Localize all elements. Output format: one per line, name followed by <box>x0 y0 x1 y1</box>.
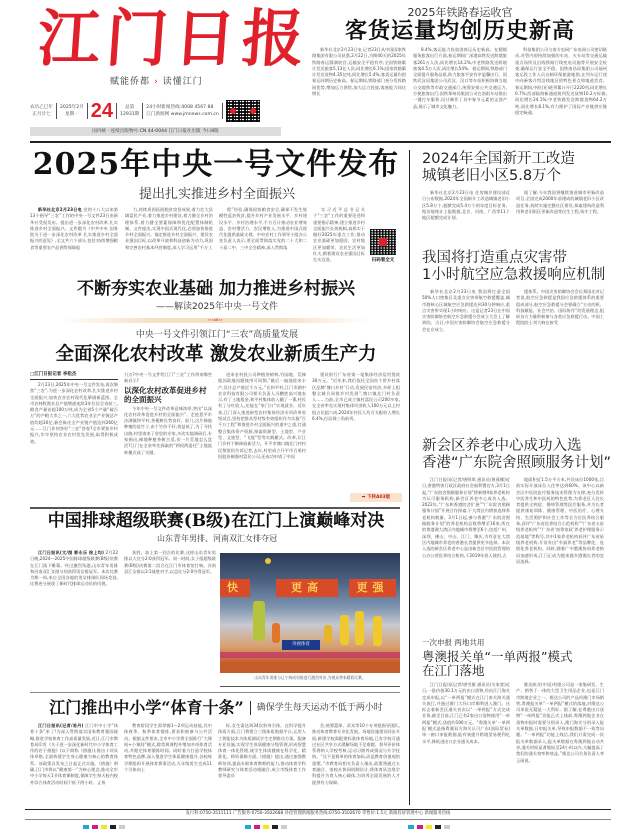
aviation-col-2: 援体系。中国灾害防御协会会长郑国光对记者说,航空应急救援是我国应急救援体系的重要组成部分,航空应急救援分会要确立“主动的枢、科技赋能、社会共治、国际协作”的发展理念,组织各方力量积极参与各类应急救援行动。中国工程院院士刘大响在接受 <box>516 289 604 326</box>
local-col-1-text: 2月23日,2025年中央一号文件发布,再次聚焦“三农”,为进一步深化农村改革,扎实推进乡村全面振兴,加快农业农村现代化擘画新蓝图。全市农林牧渔业总产值增速连续3年位居全省前三,粮食产量首超100万吨,成为全省5个产量“破百万”的产粮大市之一,六大优势农业全产业链总产值均超30亿,新会陈皮全产业链产值达到260亿元……江门作何答好“三农”答卷?全市紧扣乡村振兴,牢牢坚持农业农村优先发展,取得积极成效。 <box>30 382 118 444</box>
divider <box>56 103 57 119</box>
lead-byline: 新华社北京2月23日电 <box>38 207 82 212</box>
news-hotline: 24小时新闻热线:4008 4567 88 <box>146 105 214 110</box>
jump-link[interactable] <box>350 493 402 502</box>
issue-number <box>120 104 139 118</box>
elderly-col-2: 地面积近1.5万平方米,共设床位1000张,目前实际开放床位入住率达到60%。该中心以新会区中医院医疗服务技术管理为支撑,充分发挥中医养生和中医药的特色优势,为养老区人住长者提供全病症、慢病管理等医疗服务,并为长者提供康复训练、健康管理、中医治疗、心理支持、生活照护和社会工作等全方位医养结合服务,获评“广东省医养结合示范机构”“广东省五星级养老机构”“广东省‘南粤家政’养老护理服务示范基地”等称号,其中1家养老机构获评广东省星级养老机构,开设有出“幸福养老”等品牌化、连锁化养老机构。同时,随着广中港澳协同养老格局加速形成,江门正成为越来越多港澳长者的宜居选择。 <box>516 477 604 564</box>
footer-rule <box>25 819 611 820</box>
lead-col-2: 力,持续巩固拓展脱贫攻坚成果,着力壮大县域富民产业,着力推进乡村建设,着力健全乡村治理体系,着力健全要素保障和优化配置体制机制。文件提出,实现中国式现代化,必须加快推进乡村全面振兴。锚定推进乡村全面振兴、建设农业强国目标,以改革开放和科技创新为动力,巩固和完善农村基本经营制度,深入学习运用“千万工 <box>125 207 213 250</box>
footer-rule <box>25 809 611 810</box>
pe-subhead: 确保学生每天运动不低于两小时 <box>256 702 383 713</box>
elderly-headline-line-2: 香港“广东院舍照顾服务计划” <box>422 455 612 471</box>
masthead-logo: 江门日报 <box>35 2 313 75</box>
sports-subhead: 山东青年男排、河南双汇女排夺冠 <box>157 534 277 543</box>
player-figure <box>272 623 280 643</box>
volleyball-ball-icon <box>265 558 271 564</box>
local-col-4: 建设银行广东省第一笔集体经济信用贷款30万元。“近年来,我们依托全国首个侨乡村落区品牌‘塘口乡村’行动,发展民宿经济,多样上租整全域合同推乡村发展”,塘口镇北门村负责人……当前,全市已成立镇村富民公司200多家,在全省率先实现村集体经济收入100万元以上村组占比超六成,2024年村民人均可支配收入增长6.4%,位居珠三角前列。 <box>312 372 400 422</box>
aviation-headline[interactable] <box>422 250 608 284</box>
customs-kicker: 一次申报 两地共用 <box>422 638 485 647</box>
player-figure <box>355 611 364 645</box>
gray-swatch <box>444 825 450 829</box>
customs-headline[interactable] <box>422 650 608 678</box>
photo-ad-board: 央视体育 <box>282 640 320 650</box>
divider <box>87 103 88 119</box>
contact-info <box>146 104 219 118</box>
divider <box>222 103 223 119</box>
renovation-headline-line-2: 城镇老旧小区5.8万个 <box>422 168 562 184</box>
yellow-swatch <box>426 825 432 829</box>
player-figure <box>373 616 382 646</box>
slogan-separator-icon: › <box>154 77 159 87</box>
analysis-subhead: ——解读2025年中央一号文件 <box>156 302 278 312</box>
website-link[interactable]: 江门新闻网 www.jmnews.com.cn <box>146 112 219 117</box>
sidebar-divider <box>409 150 410 805</box>
section-rule <box>220 686 400 687</box>
lead-subhead: 提出扎实推进乡村全面振兴 <box>138 187 295 202</box>
sports-col-2: 获胜。加上第一回合的比赛,这样山东青年男排以大比分2:0获得冠军。同一时间,女子组超级联赛(B级)决赛第二回合在江门市体育馆打响。河南双汇女排以3:1战胜对手,以总比分2:0夺得冠军。 <box>124 550 216 574</box>
footer-info: 发行科:0750-3511111 广告服务:0750-3502688 补偿管理新闻服务热线:0750-3502670 零售价:1.5元 新闻投诉管理中心 新闻服务热线 <box>185 811 451 816</box>
player-figure <box>340 615 349 645</box>
lunar-date <box>30 104 53 118</box>
railway-kicker: 2025年铁路春运收官 <box>407 6 513 19</box>
pe-col-2: 教育阶段学生需掌握1—2项运动技能,其中体春季、秋季体育锻炼,要求积极参与公共活动。根据文件要求,全市中小学将全面推行“大课间+小课间”模式,除常规课程外增加多项体育活动,并限定体育锻炼时间。同时着力打造学校体育特色品牌,深入推进学生体质健康提升,各校每学期组织开展体育赛事活动,九年级男生完成11个引体向上 <box>124 723 212 773</box>
aviation-col-1: 新华社北京2月23日电 我国将打造全国50%人口密集区及重点灾害带航空救援覆盖,城市群核心区域航空应急救援达到30分钟响应,重点灾害带实现1小时响应。这是记者23日在中国灾害防御协会航空应急救援分会成立大会上了解到的。当日,中国灾害防御协会航空应急救援分会在京成立, <box>422 289 510 332</box>
photo-banner-2: 更高 <box>276 579 338 597</box>
railway-headline[interactable]: 客货运量均创历史新高 <box>344 18 575 44</box>
customs-col-2: 维达纸业(中国)有限公司是一家集研发、生产、销售于一体的大型卫生用品企业,也是江门市跨境企业之一。维达公司的产品经澳门市场销售,粤澳报关单“一单两报”模式的落地,对维达公司来说无疑是一大利好。据了解,在粤港出口货物“一单两报”功能正式上线前,粤澳两地企业在货物申报时需要分别录入,澳门海关分别录入报关单数据,日审报关单,导致申报数据不一致等问题。“一单两报”功能上线后,我们只需完成一次报关单数据录入,报关单数据在粤澳两地自动共享,通关时间显著缩短至24小时以内,大幅提高了我们的通关效率和效益。”维达公司关务负责人李玉丽说。 <box>516 682 605 763</box>
local-col-2-text: 今年中央一号文件改革意味浓厚,突出“以深化农村改革促进乡村的全面振兴”。走进恩平市沙湖镇和平村,茶梗树长势良好。前几,这片梯地种植的是竹子,由于竹价不好,效益低了,为了寻找出路,村里请来了省里的专家,多次实地调研后,专家指出,梯地种植茶树合适,但一片荒地怎么盘活?江门在全省率先探索的“两权两委托”土地流转模式成了关键。 <box>124 405 212 455</box>
analysis-headline[interactable]: 不断夯实农业基础 加力推进乡村振兴 <box>77 279 355 299</box>
sports-byline: 江门日报讯(文/图 郭永乐 徐上均) <box>38 550 104 555</box>
local-byline: □江门日报记者 李松杰 <box>30 372 118 380</box>
elderly-col-1: 江门日报讯(记者/唐明琪 通讯员/黄燕娜)近日,香港特别行政区政府社会福利署官方,3月1日起,“广东院舍照顾服务计划”将新增4家养老机构为认可服务机构,新会区养老中心成功入选。2022年,“广东和香港院舍扩展”“广东院舍照顾服务计划”开展合作探索,于大湾区内增加选择养老机构数量。3月1日起,参与香港“广东院舍照顾服务计划”的养老机构总数将增至16家,所在的粤港澳大湾区内地城市将增至6个,包括广州、深圳、佛山、中山、江门、肇庆,为有意在大湾区内地城市养老的香港长者提供更多选择。本次入选的新会区养老中心是由新会区中医院管理的公办公营医养结合机构,于2019年投入使用,占 <box>422 477 510 558</box>
local-col-3: 进来农村投公司种植茶树林,竹园地、荒梯地因政地问题使用可同频,“截后一遍地进来丰产,设计总产值近千万元。”在和平村,江门市湖中农业科技有限公司相关负责人冯鹏胜高兴地表示,有了土地租金,和平村集体收入翻了一番,村民有了分红收入,还能在“家门口”实现就业。近年来,江门深入推进新型农村集体经济专项改革省级试点,坚持把推具型村级有效组织作为实施“百千万工程”和推进乡村全面振兴的重中之重,打通整合集体资产资源,探索资源型、土地型、产业型、文旅型、“飞地”型等实践模式。改革,让江门乡村不断释放新活力。开平市塘口镇北门村村民黎凯恒告诉记者,去年,村里成立开平市百果村恒股份制强村富民公司,还成功申请了中国 <box>218 372 306 459</box>
local-col-1 <box>30 372 118 489</box>
cyan-swatch <box>245 825 251 829</box>
yellow-swatch <box>263 825 269 829</box>
volleyball-photo[interactable] <box>220 553 400 673</box>
pe-col-3: 标,女生需达到34次斜身引体。在科学提升体质方面,江门将建立三级体质数据平台,运用人工智能技术为体质测试学生定期推送方案。配备专业设施,实现学生体质健康分级管理,形成智慧体育一体化管理,使学生体质健康在科学化、精准化。师资保障方面,《措施》提出,通过加强教师培训,提高专职体育教师的能力,推动体育学科教师研究与体育活动相融合,成立市级体育工作督导委员 <box>218 723 306 779</box>
player-figure <box>253 601 265 641</box>
jump-label: 下转A03版 <box>367 495 391 500</box>
jump-arrow-icon: ➡ <box>361 495 368 500</box>
elderly-headline[interactable] <box>422 438 612 472</box>
lunar-day: 正月廿七 <box>32 112 51 117</box>
aviation-headline-line-1: 我国将打造重点灾害带 <box>422 250 567 266</box>
renovation-headline[interactable] <box>422 151 608 185</box>
magenta-swatch <box>417 825 423 829</box>
ornament-text: »»»AB«« <box>207 318 223 322</box>
black-swatch <box>435 825 441 829</box>
pe-col-1 <box>30 723 118 805</box>
black-swatch <box>272 825 278 829</box>
customs-col-1: 江门日报讯(记者/唐雪敏 通讯员/关家萱)近日,一批价值30.1万元的出口货物,经由江门海关完成申报,以“一单两报”模式在江门南关海关通关放行,并通过澳门大环口岸顺利进入澳门。这标志着新会区通关首次以“一单两报”方式完成业务,截至目前,江门已有2家出口货物使用“一单两报”模式,货值约190万元。“粤澳关单‘一单两报’模式是指粤澳双方海关认可广东(国际贸易)单一窗口申报数据,能有效提升跨境贸易便利化水平,降低进出口企业通关成本。 <box>422 682 510 744</box>
qr-caption: 扫码看全文 <box>371 258 395 263</box>
photo-banner-3: 更强 <box>349 579 396 597</box>
lunar-year: 农历乙巳年 <box>30 105 53 110</box>
local-kicker: 中央一号文件引领江门“三农”高质量发展 <box>135 330 299 340</box>
renovation-headline-line-1: 2024年全国新开工改造 <box>422 151 575 167</box>
lead-col-3: 程”经验,确保国家粮食安全,确保不发生规模性返贫致贫,提升乡村产业发展水平、乡村建设水平、乡村治理水平,千方百计推动农业增效益、农村增活力、农民增收入,为推进中国式现代化提供基础支撑。中央农村工作领导小组办公室负责人表示,要全面贯彻落实党的二十大和二十届二中、三中全会精神,深入贯彻落 <box>219 207 307 250</box>
issue-label: 总第 <box>125 105 135 110</box>
color-registration-marks <box>83 825 125 829</box>
customs-headline-line-1: 粤澳报关单“一单两报”模式 <box>422 649 573 664</box>
date-bar <box>30 100 281 122</box>
date-month: 2025年2月 <box>59 105 84 110</box>
black-swatch <box>110 825 116 829</box>
player-figure <box>324 625 332 643</box>
photo-court-wall <box>220 652 400 658</box>
issue-value: 12931期 <box>120 112 140 117</box>
publication-number-bar: 国内统一连续出版物号:CN 44-0044 江门日报社出版 今日8版 <box>30 127 281 136</box>
local-col-2 <box>124 372 212 487</box>
divider <box>250 701 251 715</box>
local-col-2-subhead: 以深化农村改革促进乡村的全面振兴 <box>124 385 207 404</box>
elderly-headline-line-1: 新会区养老中心成功入选 <box>422 438 582 454</box>
section-rule <box>30 141 611 143</box>
lead-col-4: 实习近平总书记关于“三农”工作的重要论述和重要指示精神,建立推进乡村全面振兴长效机制,真抓实干做好2025年重点工作,推动农业基础更加稳固、农村地区更加繁荣、农民生活更加红火,朝着建设农业强国目标扎实迈进。 <box>313 207 365 263</box>
lead-headline[interactable]: 2025年中央一号文件发布 <box>32 147 400 182</box>
lead-col-1-text: 党的十八大以来第13个指导“三农”工作的中央一号文件23日由新华社受权发布。提出进一步深化农村改革,扎实推进乡村全面振兴。文件题为《中共中央 国务院关于进一步深化农村改革 扎实推进乡村全面振兴的意见》,全文共六个部分,包括:持续增强粮食等重要农产品供给保障能 <box>30 207 118 250</box>
pe-byline: 江门日报讯(记者/易丹) <box>38 723 84 728</box>
pe-heading <box>30 698 402 718</box>
sports-col-1-text: 2月22日晚,2024—2025中国排球超级联赛(B级)决赛在江门落下帷幕。经过激烈角逐,山东青年男排和河南双汇女排分别获得男女排冠军。本次比赛为期一周,来自全国各地的男女排球队同场竞技,比赛充分展现了新时代排球运动员的风貌。 <box>30 550 118 587</box>
aviation-headline-line-2: 1小时航空应急救援响应机制 <box>422 267 606 283</box>
lead-col-1 <box>30 207 118 270</box>
section-rule <box>30 692 400 693</box>
pe-col-1-text: 江门市中小学“体育十条”来了!为深入贯彻落实国家教育强国战略,推进学校体育工作高质量发展,近日,江门市教育局印发《关于进一步深化新时代中小学体育工作的若干措施》(以下简称《措施》),推出十项具体举措,全面构建学生身心健康为核心的教育体系。该政策自发布之日起正式实施。《措施》明确,江门市将以“健康第一”为核心理念,推动全市中小学每天1节体育课制度,保障学生每天校内校外综合体育活动时间不低于两小时。义务 <box>30 723 119 785</box>
customs-headline-line-2: 在江门落地 <box>422 663 485 678</box>
railway-col-1: 新华社北京2月23日电 记者23日从中国国家铁路集团有限公司获悉,2月22日,为期40天的2025年铁路春运圆满收官,运输安全平稳有序,全国铁路累计发送旅客5.13亿人次,同比增长6.1%;国家铁路累计发送货物4.35亿吨,同比增长5.4%,客货运量均创春运同期历史新高。春运期间,铁路部门充分发挥路网优势,增加运力供给,加大运力投放,客座能力同比增长 <box>312 47 406 97</box>
gray-swatch <box>119 825 125 829</box>
color-registration-marks <box>408 825 450 829</box>
sports-col-1 <box>30 550 118 682</box>
magenta-swatch <box>254 825 260 829</box>
local-col-2-head: 力点?中央一号文件给江门“三农”工作带来哪些新启示? <box>124 372 212 384</box>
date-weekday: 星期一 <box>64 112 79 117</box>
photo-banner-1: 快 <box>220 579 250 597</box>
slogan-right: 读懂江门 <box>162 77 203 87</box>
yellow-swatch <box>101 825 107 829</box>
slogan-left: 赋能侨都 <box>110 77 151 87</box>
divider <box>142 103 143 119</box>
qr-code-icon[interactable] <box>370 229 396 255</box>
sports-headline[interactable]: 中国排球超级联赛(B级)在江门上演巅峰对决 <box>47 511 385 531</box>
magenta-swatch <box>92 825 98 829</box>
qr-code-icon[interactable] <box>226 100 260 122</box>
renovation-col-1: 新华社北京2月23日电 住房城乡建设部近日公布数据,2024年全国新开工改造城镇老旧小区5.8万个,超额完成5.4万个的年度目标任务。据各地统计上报数据,北京、河南、广西等11个地区超额完成计划。 <box>422 190 510 221</box>
pe-col-4: 会,统筹篮球、武术等10个专项组指导团队,推动体育教育专业化发展。场地设施建设同步开展,新建学校需配建标准体育场地,已有学校可通过社区共享方式缓解场地不足难题。督导评价体系将纳入学校考核,运动习惯养成情况与升学挂钩。“这不是简单的体育加码,而是教育价值观的重塑。”市教育局相关负责人指出,政策将通过五育融合、家校社协同机制设计,将体育从边缘学科提升为育人核心载体,为培养全面发展的人才提供有力保障。 <box>312 723 400 785</box>
photo-caption: 山东青年男排与辽宁鸿成男排进行激烈对决,为观众带来精彩比赛。 <box>254 675 366 680</box>
gregorian-date <box>60 104 84 118</box>
gray-swatch <box>281 825 287 829</box>
date-day: 24 <box>90 100 114 122</box>
railway-col-2: 8.4%,客运能力投放创春运历史新高。在精细服务旅客出行方面,春运期间广深港高铁发送跨境旅客261万人次,同比增长14.2%,中老铁路发送跨境旅客4.5万人次,同比增长54%。春运期间,铁路部门全面提升服务品质,助力旅客平安有序温馨出行。国铁武汉局集团公司武汉、汉口等车站积极协调当地公交地铁等市政交通部门,统筹安排公共交通运力,方便旅客出行;国铁郑州局集团公司在洛阳车站推出一键打车服务,设计制作了具中春节元素的文创产品,展示了城市文化魅力。 <box>413 47 508 109</box>
section-rule <box>30 507 400 509</box>
pe-headline[interactable]: 江门推出中小学“体育十条” <box>49 698 244 717</box>
railway-col-3: 科技集团公司与南方电网广东电网公司密切联动,对管内原持续加强的车站、火车站等交通运输重点场所及沿线铁路行线变电设施等开展安全检查,确保运行安全平稳。国铁南昌局集团公司福州客运段工作人员自制环保旅游地图,在列车运行途中向乘客介绍沿线地区的特色景点和地道美食。春运期间,中欧(亚)班列累计开行2220列,同比增长0.7%;西部陆海新通道班列发送货物10.2万标箱,同比增长24.1%;中老铁路发送跨境货物64.2万吨,同比增长8.1%,有力维护了国际产业链供应链稳定畅通。 <box>515 47 607 115</box>
color-registration-marks <box>245 825 287 829</box>
local-headline[interactable]: 全面深化农村改革 激发农业新质生产力 <box>55 344 377 365</box>
renovation-col-2: 据了解,今年我国将继续推进城市更新改造项目,全国完成2000年前建成的城镇老旧小区改造任务,持续实施完整社区建设,探索建筑改造利用和老旧街区更新改造等民生工程,筑牢工程。 <box>516 190 604 214</box>
masthead-slogan <box>110 77 203 88</box>
cyan-swatch <box>408 825 414 829</box>
divider <box>116 103 117 119</box>
cyan-swatch <box>83 825 89 829</box>
